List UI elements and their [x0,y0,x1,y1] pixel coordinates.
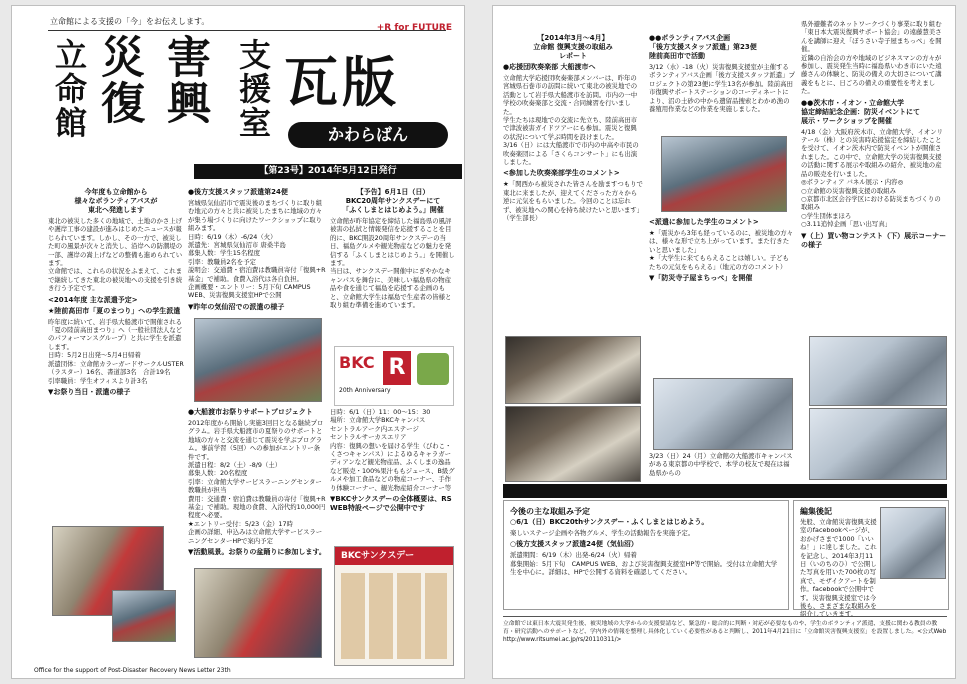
left-page [12,6,464,678]
fukushima-logo-icon [417,353,449,385]
editor-body: 先般、立命館災害復興支援室のfacebookページが、おかげさまで1000「いいね！」に達しました。これを記念し、2014年3月11日（いのちのひ）で公開した写真を用いた700枚の写真で、モザイクアートを制作。facebookで公開中です。災害復興支援室では今後も、さまざまな取組みを紹介していきます。 [800,518,877,619]
column-3-info [330,408,456,515]
column-2-caption-2: ▼活動風景。お祭りの盆踊りに参加します。 [188,548,326,557]
bus-body-2: ★「震災から3年も経っているのに、被災地の方々は、様々な形で立ち上がっています。また行きたいと思いました」 ★「大学生に来てもらえることは嬉しい。子どもたちの元気をもらえる」（地元の方のコメント） [649,229,793,271]
right-column-3 [801,20,947,252]
issue-banner: 【第23号】2014年5月12日発行 [194,164,462,179]
column-3-body: 立命館が昨年協定を締結した福島県の風評被害の払拭と情報発信を応援することを目的に、BKC開設20周年サンクスデーの当日、福島グルメや観光物産などの魅力を発信する「ふくしまとはじめよう。」を開催します。 当日は、サンクスデー開催中にぎやかなキャンパスを舞台に、美味しい福島県の物産品や食を通じて福島を応援する企画のもと、立命館大学生は福島で生産者の皆様と取り組む準備を進めています。 [330,217,455,310]
ibaraki-body: 4/18（金）大阪府茨木市、立命館大学、イオンリテール（株）との災害時応援協定を締結したことを受けて、イオン茨木内で防災イベントが開催されました。この中で、立命館大学の災害復興支援の活動に関する展示や取組みの紹介、被災地の産品の販売を行いました。 ◎ボランティア バネル展示・内容◎ ○立命館の災害復興支援の取組み ○京都市北区会谷学区における防災まちづくりの取組み ○学生団体まほろ ○3.11追悼企画「思い出写真」 [801,127,943,229]
band-photo [505,336,641,404]
report-body-1: 立命館大学応援団吹奏楽部メンバーは、昨年の宮城県石巻市の訪問に続いて東北の被災地での活動として岩手県大船渡市を訪問。市内の一中学校の吹奏楽部と交流・合同練習を行いました。 学生たちは現地での交流に先立ち、陸前高田市で津波被害ガイドツアーにも参加。震災と復興の状況について学ぶ時間を設けました。 3/16（日）には大船渡市で市内の中高や市民の吹奏楽団による「さくらコンサート」にも出演しました。 [503,74,639,167]
contest-photo [809,336,947,406]
bkc-anniversary: 20th Anniversary [339,387,391,394]
upcoming-box [503,500,789,610]
bus-sub: <派遣に参加した学生のコメント> [649,218,759,226]
upcoming-item-1-text: 楽しいステージ企画や各物グルメ、学生の活動報告を実施予定。 [510,529,695,537]
title-support-office: 支援室 [234,38,272,140]
bkc-poster [334,546,454,666]
column-2-body-2: 2012年度から開始し実施3回目となる継続プログラム。岩手県大船渡市の夏祭りのサポートと地域の方々と交流を通じて震災を学ぶプログラム。事前学習（5回）への参加がエントリー条件です。 派遣日程：8/2（土）-8/9（土） 募集人数：20名程度 引率：立命館大学サービスラーニングセンター 教職員が担当 費用：交通費・宿泊費は教職員の寄付「復興+R基金」で補助。現地の食費、入浴代約10,000円程度へ必要。 ★エントリー受付：5/23（金）17時 企画の詳細、申込みは立命館大学サービスラーニングセンターHPで案内予定 [188,419,326,545]
r-mark-icon: R [383,351,411,385]
title-ritsumeikan: 立命館 [50,38,88,140]
title-kawaraban-kana: かわらばん [288,122,448,148]
right-page [493,6,955,678]
column-2-body: 宮城県気仙沼市で震災後のまちづくりに取り組む地元の方々と共に被災したまちに地域の方々が集う場づくりに向けたワークショップに取り組みます。 日時：6/19（木）-6/24（火） 派遣先：宮城県気仙沼市 唐桑半島 募集人数：学生15名程度 引率：教職員2名を予定 説明会：交通費・宿泊費は教職員寄付「復興+R基金」で補助。食費入浴代は各自負担。 企画概要・エントリー：5月下旬 CAMPUS WEB、災害復興支援室HPで公開 [188,199,326,300]
ibaraki-caption: ▼（上）買い物コンテスト（下）展示コーナーの様子 [801,231,947,249]
upcoming-headline: 今後の主な取組み予定 [510,507,590,516]
bkc-label: BKC [339,353,375,372]
column-1-body: 東北の被災した多くの地域で、土地のかさ上げや護岸工事の建設が進みはじめたニュースが報じられています。しかし、その一方で、被災した町の風景が次々と消失し、沿岸への防潮堤の一部、護岸の嵩上げなどの整備も進められています。 立命館では、これらの状況をふまえて、これまで継続してきた東北の被災地への支援を引き続き行う予定です。 [48,217,183,293]
upcoming-item-1: ○6/1（日）BKC20thサンクスデー・ふくしまとはじめよう。 [510,518,709,526]
right-column-2 [649,32,795,116]
column-1-body-2: 昨年度に続いて、岩手県大船渡市で開催される「夏の陸前高田まつり」へ（一般社団法人などのパフォーマンスグループ）と共に学生を派遣します。 日時：5月2日出発～5月4日帰着 派遣団体：立命館カラーガードサークルUSTER（ラスター）16名、書道部3名 合計19名 引率職員：学生オフィスより計3名 [48,317,184,385]
exhibit-photo [809,408,947,480]
bus-body: 3/12（水）-18（火）災害復興支援室が主催するボランティアバス企画「後方支援スタッフ派遣」プロジェクトの第23便に学生13名が参加。陸前高田市復興サポートステーションのコーディネートにより、沼の土砂の中から遺留品捜索とわかめ漁の養殖用作業などの作業を実施しました。 [649,63,795,114]
band-photo-2 [505,406,641,482]
column-2b [188,406,326,559]
terakoya-caption: ▼「防災寺子屋まちっぺ」を開催 [649,274,753,283]
column-3-caption: ▼BKCサンクスデーの全体概要は、RS WEB特設ページで公開中です [330,495,452,513]
terakoya-body: 3/23（日）24（月）立命館の大船渡市キャンパスがある東京都の中学校で、本学の校友で現在は福島県からの [649,452,793,477]
column-2 [188,186,326,314]
volunteer-photo [661,136,787,212]
mosaic-photo [880,507,946,579]
column-1-item-title: ★陸前高田市「夏のまつり」への学生派遣 [48,306,181,315]
brand-logo: +R for FUTURE [376,23,452,33]
right-column-1 [503,32,643,226]
title-kawaraban: 瓦版 [284,50,400,114]
editor-box [793,500,949,619]
festival-photo-2 [112,590,176,642]
terakoya-photo [653,378,793,450]
column-1-caption: ▼お祭り当日・派遣の様子 [48,387,131,396]
column-1-headline: 今年度も立命館から 様々なボランティアバスが 東北へ発進します [74,188,158,214]
column-2-headline: ●後方支援スタッフ派遣第24便 [188,188,288,196]
column-2-caption: ▼昨年の気仙沼での派遣の様子 [188,302,285,311]
ibaraki-headline: ●●茨木市・イオン・立命館大学 協定締結記念企画：防災イベントにて 展示・ワークショップを開催 [801,98,920,125]
editor-headline: 編集後記 [800,507,832,516]
bkc-logo-block [334,346,454,406]
bkc-poster-title: BKCサンクスデー [335,547,453,565]
bus-headline: ●●ボランティアバス企画 「後方支援スタッフ派遣」第23便 陸前高田市で活動 [649,34,757,60]
column-1 [48,186,184,399]
column-2-headline-2: ●大船渡市お祭りサポートプロジェクト [188,408,313,416]
bottom-note: 立命館では東日本大震災発生後、被災地域の大学からの支援要請など、緊急的・総合的に判断・対応が必要なものや、学生のボランティア派遣、支援に関わる教員の教育・研究活動へのサポートなど、学内外の情報を整理し具体化していく必要性があると判断し、2011年4月21日に「立命館災害復興支援室」を設置しました。<公式Web http://www.ritsumei.ac.jp/rs/20110311/> [503,616,947,664]
column-3 [330,186,456,312]
column-3-headline: 【予告】6月1日（日） BKC20周年サンクスデーにて 「ふくしまとはじめよう。」開催 [342,188,444,214]
title-disaster-recovery: 災復 [93,34,144,126]
upcoming-item-2-text: 派遣期間：6/19（木）出発-6/24（火）帰着 募集開始：5月下旬 CAMPUS WEB、および災害復興支援室HP等で開始。受付は立命館大学生を中心に。詳細は、HPで公開する資料を確認してください。 [510,551,778,577]
report-headline: 【2014年3月～4月】 立命館 復興支援の取組み レポート [533,34,613,60]
bkc-poster-body [341,573,447,659]
title-support: 害興 [159,34,210,126]
report-body-2: ★「関西から被災された皆さんを励ますつもりで東北に来ましたが、迎えてくださった方々から逆に元気をもらいました。今回のことは忘れず、被災地への関心を持ち続けたいと思います」（学生部長） [503,180,643,223]
report-sub-2: <参加した吹奏楽部学生のコメント> [503,169,620,178]
column-1-subheading: <2014年度 主な派遣予定> [48,295,138,304]
column-3-info-text: 日時：6/1（日）11：00～15：30 場所：立命館大学BKCキャンパス セントラルアーク内エステージ セントラルサーカスエリア 内容：復興の想いを届ける学生（びわこ・くさつキャンパス）によるゆるキャラガーディアンなど観光物産品、ふくしまの逸品など販売・100%果汁ももジュース、B級グルメや加工食品などの物産コーナー、手作り体験コーナー、観光物産紹介コーナー等 [330,408,455,492]
right-column-2b [649,216,795,285]
intro-text: 立命館による支援の「今」をお伝えします。 [50,17,210,26]
footer-text: Office for the support of Post-Disaster Recovery News Letter 23th [34,667,231,674]
dance-photo [194,568,322,658]
terakoya-body-cont: 県外避難者のネットワークづくり事業に取り組む「東日本大震災復興サポート協会」の遠藤慧美さんを講師に迎え「ぼうさい寺子屋まちっぺ」を開催。 近隣の自治会の方や地域のビジネスマンの方々が参加し、震災発生当時に福島県いわき市にいた遠藤さんの体験と、防災の備えの大切さについて講義をもとに、日ごろの備えの重要性を考えました。 [801,20,942,96]
upcoming-item-2: ○後方支援スタッフ派遣24便（気仙沼） [510,540,638,549]
divider-bar [503,484,947,498]
right-column-2c [649,452,795,480]
report-sub-1: ●応援団吹奏楽部 大船渡市へ [503,63,596,71]
kesennuma-photo [194,318,322,402]
